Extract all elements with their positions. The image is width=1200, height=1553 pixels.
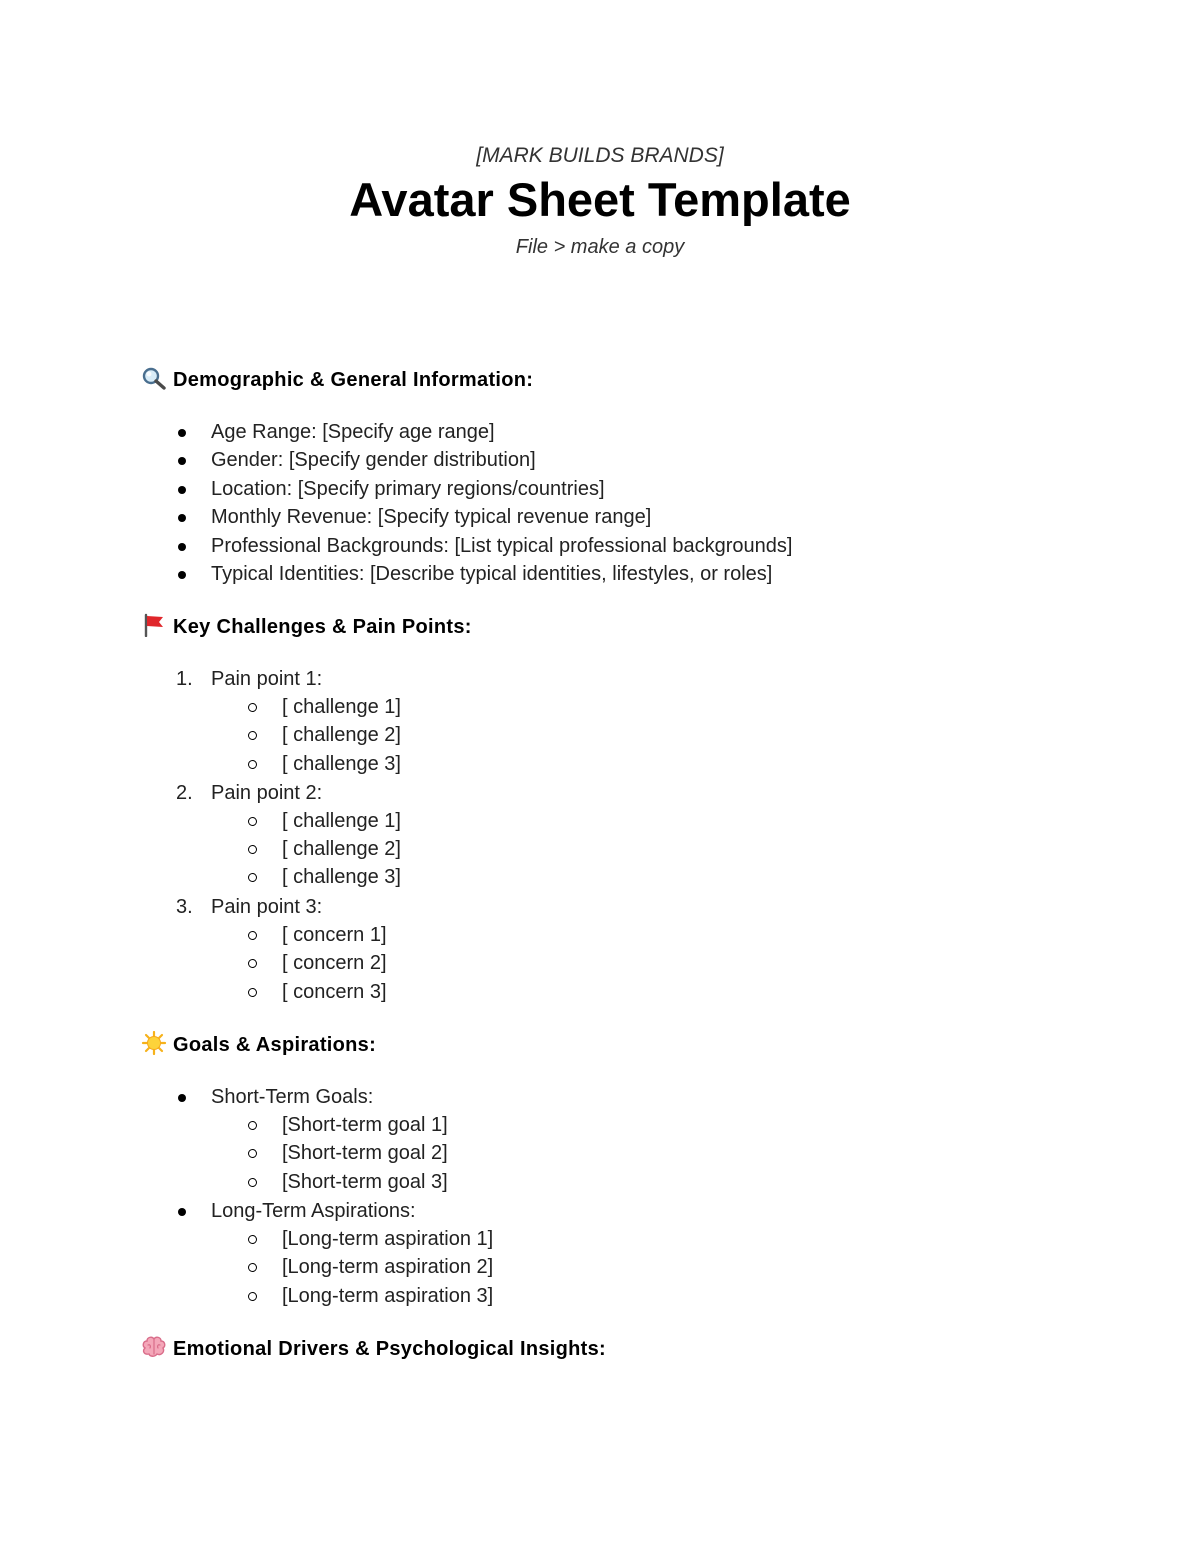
bullet-circle (248, 731, 257, 740)
bullet-circle (248, 931, 257, 940)
list-item: Professional Backgrounds: [List typical professional backgrounds] (211, 535, 793, 557)
list-item: Age Range: [Specify age range] (211, 421, 495, 443)
bullet-disc (178, 486, 186, 494)
sub-list-item: [ challenge 3] (282, 866, 401, 888)
section-heading-goals (141, 1031, 376, 1058)
sub-list-item: [Short-term goal 3] (282, 1171, 448, 1193)
bullet-circle (248, 1149, 257, 1158)
bullet-circle (248, 988, 257, 997)
section-heading-text: Demographic & General Information: (173, 369, 534, 391)
page-title: Avatar Sheet Template (349, 173, 851, 226)
page-subtitle: File > make a copy (515, 236, 685, 258)
sub-list-item: [ challenge 2] (282, 838, 401, 860)
bullet-circle (248, 1235, 257, 1244)
list-item: Typical Identities: [Describe typical identities, lifestyles, or roles] (211, 563, 773, 585)
star-icon (141, 1031, 167, 1055)
bullet-disc (178, 514, 186, 522)
sub-list-item: [ challenge 2] (282, 724, 401, 746)
sub-list-item: [Short-term goal 2] (282, 1142, 448, 1164)
sub-list-item: [Long-term aspiration 3] (282, 1285, 494, 1307)
bullet-disc (178, 571, 186, 579)
sub-list-item: [Long-term aspiration 2] (282, 1256, 494, 1278)
bullet-circle (248, 703, 257, 712)
section-heading-text: Goals & Aspirations: (173, 1034, 377, 1056)
bullet-disc (178, 457, 186, 465)
list-item: Short-Term Goals: (211, 1086, 374, 1108)
brand-label: [MARK BUILDS BRANDS] (476, 144, 724, 167)
sub-list-item: [ challenge 1] (282, 810, 401, 832)
brain-icon (141, 1335, 167, 1359)
red-flag-icon (141, 613, 167, 637)
sub-list-item: [Short-term goal 1] (282, 1114, 448, 1136)
bullet-circle (248, 1121, 257, 1130)
sub-list-item: [ concern 2] (282, 952, 387, 974)
section-heading-demographic (141, 366, 533, 393)
list-number: 2. (176, 782, 193, 804)
sub-list-item: [Long-term aspiration 1] (282, 1228, 494, 1250)
list-item: Long-Term Aspirations: (211, 1200, 416, 1222)
bullet-circle (248, 760, 257, 769)
list-item: Gender: [Specify gender distribution] (211, 449, 536, 471)
list-item: Pain point 2: (211, 782, 323, 804)
list-item: Pain point 3: (211, 896, 323, 918)
list-item: Location: [Specify primary regions/countries] (211, 478, 605, 500)
section-heading-text: Emotional Drivers & Psychological Insights: (173, 1338, 606, 1360)
magnifying-glass-icon (141, 366, 167, 390)
bullet-disc (178, 1094, 186, 1102)
sub-list-item: [ concern 1] (282, 924, 387, 946)
list-item: Monthly Revenue: [Specify typical revenue range] (211, 506, 652, 528)
sub-list-item: [ concern 3] (282, 981, 387, 1003)
list-number: 3. (176, 896, 193, 918)
bullet-circle (248, 1178, 257, 1187)
bullet-disc (178, 1208, 186, 1216)
section-heading-challenges (141, 613, 472, 640)
bullet-disc (178, 543, 186, 551)
sub-list-item: [ challenge 1] (282, 696, 401, 718)
section-heading-emotional (141, 1335, 606, 1362)
bullet-circle (248, 1292, 257, 1301)
bullet-circle (248, 1263, 257, 1272)
bullet-circle (248, 845, 257, 854)
section-heading-text: Key Challenges & Pain Points: (173, 616, 472, 638)
bullet-disc (178, 429, 186, 437)
list-number: 1. (176, 668, 193, 690)
list-item: Pain point 1: (211, 668, 323, 690)
bullet-circle (248, 817, 257, 826)
sub-list-item: [ challenge 3] (282, 753, 401, 775)
bullet-circle (248, 873, 257, 882)
bullet-circle (248, 959, 257, 968)
